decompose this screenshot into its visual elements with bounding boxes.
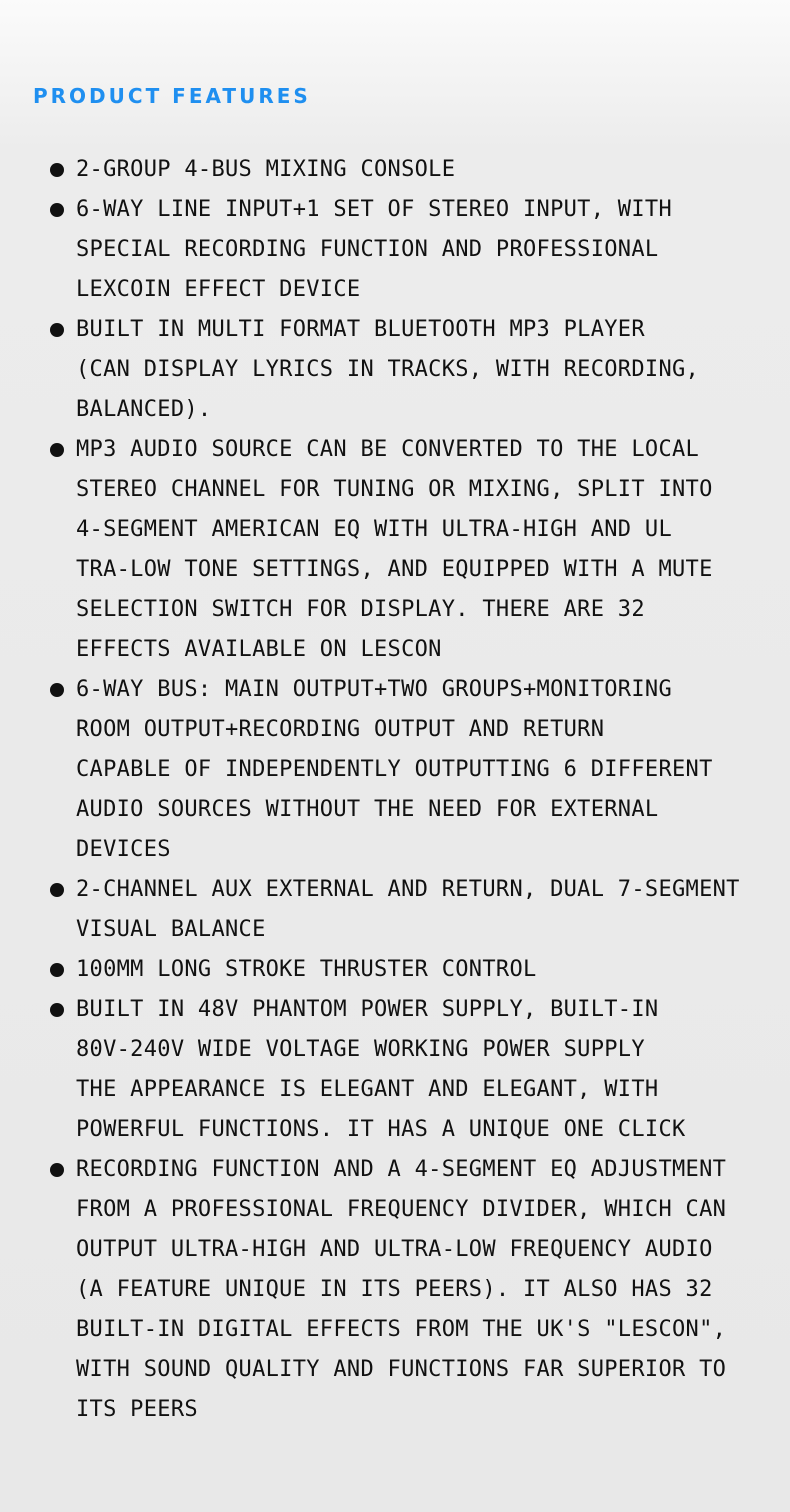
feature-text-line: STEREO CHANNEL FOR TUNING OR MIXING, SPLIT INTO bbox=[76, 477, 713, 502]
feature-text-line: OUTPUT ULTRA-HIGH AND ULTRA-LOW FREQUENCY AUDIO bbox=[76, 1237, 713, 1262]
bullet-icon bbox=[50, 443, 64, 457]
feature-item bbox=[0, 310, 790, 430]
feature-text-line: 100MM LONG STROKE THRUSTER CONTROL bbox=[76, 957, 537, 982]
section-title: PRODUCT FEATURES bbox=[33, 84, 311, 108]
bullet-icon bbox=[50, 1003, 64, 1017]
feature-text-line: ITS PEERS bbox=[76, 1397, 198, 1422]
bullet-icon bbox=[50, 203, 64, 217]
bullet-icon bbox=[50, 1163, 64, 1177]
feature-text-line: (A FEATURE UNIQUE IN ITS PEERS). IT ALSO HAS 32 bbox=[76, 1277, 713, 1302]
feature-text-line: BUILT IN MULTI FORMAT BLUETOOTH MP3 PLAYER bbox=[76, 317, 645, 342]
feature-text-line: BUILT-IN DIGITAL EFFECTS FROM THE UK'S "LESCON", bbox=[76, 1317, 727, 1342]
bullet-icon bbox=[50, 883, 64, 897]
feature-text-line: AUDIO SOURCES WITHOUT THE NEED FOR EXTERNAL bbox=[76, 797, 659, 822]
feature-text-line: BALANCED). bbox=[76, 397, 212, 422]
feature-text-line: WITH SOUND QUALITY AND FUNCTIONS FAR SUPERIOR TO bbox=[76, 1357, 727, 1382]
feature-text-line: SPECIAL RECORDING FUNCTION AND PROFESSIONAL bbox=[76, 237, 659, 262]
feature-item bbox=[0, 670, 790, 870]
bullet-icon bbox=[50, 963, 64, 977]
feature-text-line: FROM A PROFESSIONAL FREQUENCY DIVIDER, WHICH CAN bbox=[76, 1197, 727, 1222]
feature-item bbox=[0, 950, 790, 990]
feature-text-line: TRA-LOW TONE SETTINGS, AND EQUIPPED WITH A MUTE bbox=[76, 557, 713, 582]
feature-text-line: EFFECTS AVAILABLE ON LESCON bbox=[76, 637, 442, 662]
feature-text-line: VISUAL BALANCE bbox=[76, 917, 266, 942]
feature-text-line: SELECTION SWITCH FOR DISPLAY. THERE ARE 32 bbox=[76, 597, 645, 622]
feature-item bbox=[0, 990, 790, 1150]
feature-text-line: MP3 AUDIO SOURCE CAN BE CONVERTED TO THE LOCAL bbox=[76, 437, 700, 462]
feature-text-line: 80V-240V WIDE VOLTAGE WORKING POWER SUPPLY bbox=[76, 1037, 645, 1062]
bullet-icon bbox=[50, 683, 64, 697]
feature-text-line: 4-SEGMENT AMERICAN EQ WITH ULTRA-HIGH AND UL bbox=[76, 517, 672, 542]
feature-text-line: 6-WAY BUS: MAIN OUTPUT+TWO GROUPS+MONITORING bbox=[76, 677, 672, 702]
feature-list bbox=[0, 150, 790, 1430]
feature-item bbox=[0, 1150, 790, 1430]
feature-text-line: POWERFUL FUNCTIONS. IT HAS A UNIQUE ONE CLICK bbox=[76, 1117, 686, 1142]
feature-item bbox=[0, 150, 790, 190]
feature-text-line: RECORDING FUNCTION AND A 4-SEGMENT EQ ADJUSTMENT bbox=[76, 1157, 727, 1182]
feature-item bbox=[0, 430, 790, 670]
feature-text-line: ROOM OUTPUT+RECORDING OUTPUT AND RETURN bbox=[76, 717, 605, 742]
feature-text-line: LEXCOIN EFFECT DEVICE bbox=[76, 277, 361, 302]
feature-text-line: (CAN DISPLAY LYRICS IN TRACKS, WITH RECORDING, bbox=[76, 357, 700, 382]
feature-text-line: 2-CHANNEL AUX EXTERNAL AND RETURN, DUAL 7-SEGMENT bbox=[76, 877, 740, 902]
bullet-icon bbox=[50, 163, 64, 177]
feature-item bbox=[0, 190, 790, 310]
bullet-icon bbox=[50, 323, 64, 337]
feature-text-line: BUILT IN 48V PHANTOM POWER SUPPLY, BUILT-IN bbox=[76, 997, 659, 1022]
feature-text-line: DEVICES bbox=[76, 837, 171, 862]
feature-text-line: 6-WAY LINE INPUT+1 SET OF STEREO INPUT, WITH bbox=[76, 197, 672, 222]
feature-text-line: 2-GROUP 4-BUS MIXING CONSOLE bbox=[76, 157, 456, 182]
feature-item bbox=[0, 870, 790, 950]
feature-text-line: CAPABLE OF INDEPENDENTLY OUTPUTTING 6 DIFFERENT bbox=[76, 757, 713, 782]
feature-text-line: THE APPEARANCE IS ELEGANT AND ELEGANT, WITH bbox=[76, 1077, 659, 1102]
